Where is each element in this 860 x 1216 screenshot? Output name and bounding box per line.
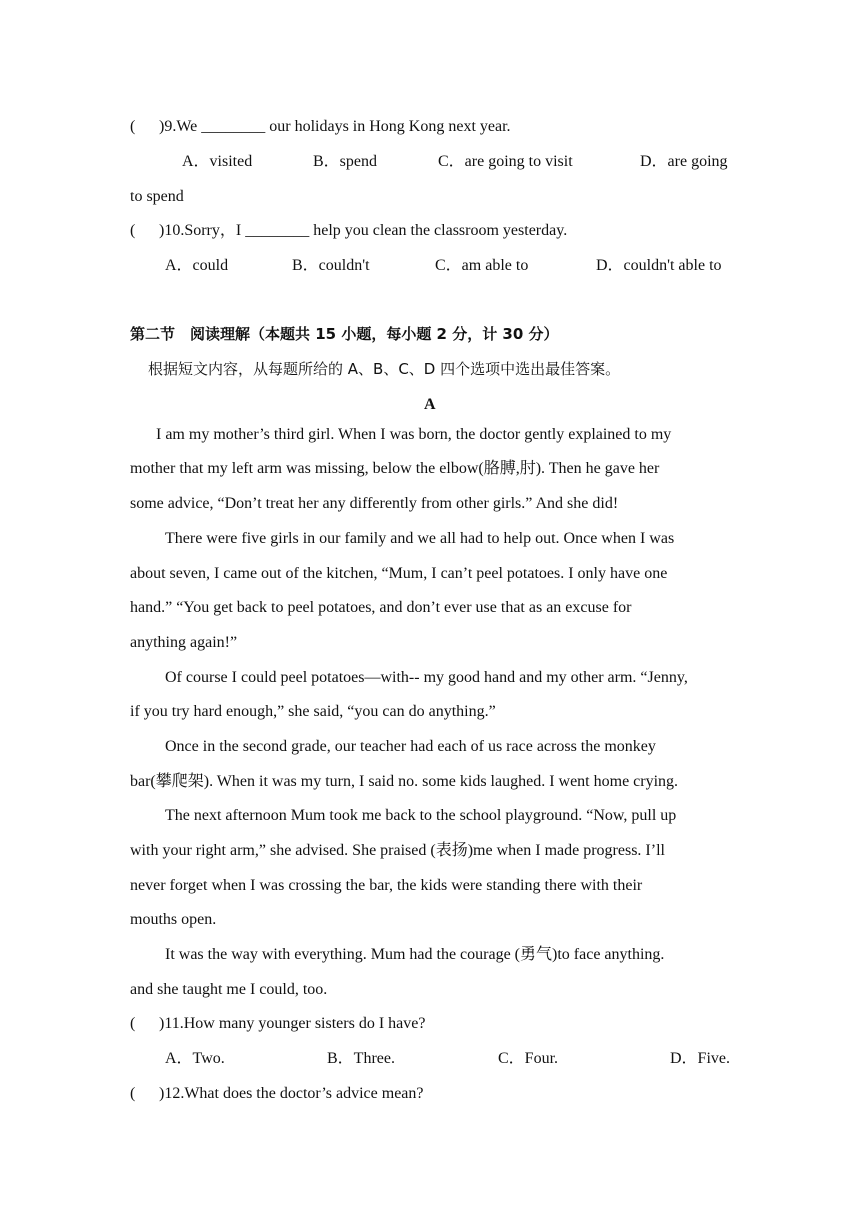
q11-stem: )11.How many younger sisters do I have? (159, 1015, 426, 1032)
q11-answer-paren: ( (130, 1015, 136, 1032)
passage-line: about seven, I came out of the kitchen, “Mum, I can’t peel potatoes. I only have one (130, 565, 668, 582)
passage-line: some advice, “Don’t treat her any differently from other girls.” And she did! (130, 495, 619, 512)
section-instruction: 根据短文内容，从每题所给的 A、B、C、D 四个选项中选出最佳答案。 (148, 360, 621, 378)
q10-option-a: A．could (165, 257, 229, 274)
q12-answer-paren: ( (130, 1085, 136, 1102)
passage-line: There were five girls in our family and we all had to help out. Once when I was (165, 530, 675, 547)
q10-option-c: C．am able to (435, 257, 529, 274)
q11-option-b: B．Three. (327, 1050, 395, 1067)
q9-option-d: D．are going (640, 153, 728, 170)
passage-line: mother that my left arm was missing, below the elbow(胳膊,肘). Then he gave her (130, 460, 660, 477)
q11-option-d: D．Five. (670, 1050, 731, 1067)
q10-option-d: D．couldn't able to (596, 257, 722, 274)
q11-option-c: C．Four. (498, 1050, 559, 1067)
passage-line: anything again!” (130, 634, 238, 651)
q10-stem: )10.Sorry，I ________ help you clean the classroom yesterday. (159, 222, 568, 239)
passage-line: if you try hard enough,” she said, “you can do anything.” (130, 703, 496, 720)
passage-line: bar(攀爬架). When it was my turn, I said no. some kids laughed. I went home crying. (130, 773, 679, 790)
passage-line: It was the way with everything. Mum had the courage (勇气)to face anything. (165, 946, 665, 963)
passage-line: Of course I could peel potatoes—with-- my good hand and my other arm. “Jenny, (165, 669, 688, 686)
section-heading: 第二节 阅读理解（本题共 15 小题，每小题 2 分，计 30 分） (130, 325, 559, 343)
q9-stem: )9.We ________ our holidays in Hong Kong next year. (159, 118, 511, 135)
passage-line: mouths open. (130, 911, 217, 928)
q12-stem: )12.What does the doctor’s advice mean? (159, 1085, 424, 1102)
passage-line: and she taught me I could, too. (130, 981, 328, 998)
passage-line: hand.” “You get back to peel potatoes, and don’t ever use that as an excuse for (130, 599, 632, 616)
q11-option-a: A．Two. (165, 1050, 225, 1067)
q9-option-b: B．spend (313, 153, 378, 170)
passage-line: with your right arm,” she advised. She praised (表扬)me when I made progress. I’ll (130, 842, 665, 859)
q9-answer-paren: ( (130, 118, 136, 135)
q9-option-c: C．are going to visit (438, 153, 573, 170)
q9-option-a: A．visited (182, 153, 253, 170)
passage-line: The next afternoon Mum took me back to the school playground. “Now, pull up (165, 807, 677, 824)
passage-line: Once in the second grade, our teacher had each of us race across the monkey (165, 738, 656, 755)
passage-label: A (424, 396, 436, 413)
passage-line: never forget when I was crossing the bar, the kids were standing there with their (130, 877, 643, 894)
q9-option-d-wrap: to spend (130, 188, 184, 205)
passage-line: I am my mother’s third girl. When I was born, the doctor gently explained to my (156, 426, 672, 443)
q10-answer-paren: ( (130, 222, 136, 239)
q10-option-b: B．couldn't (292, 257, 370, 274)
